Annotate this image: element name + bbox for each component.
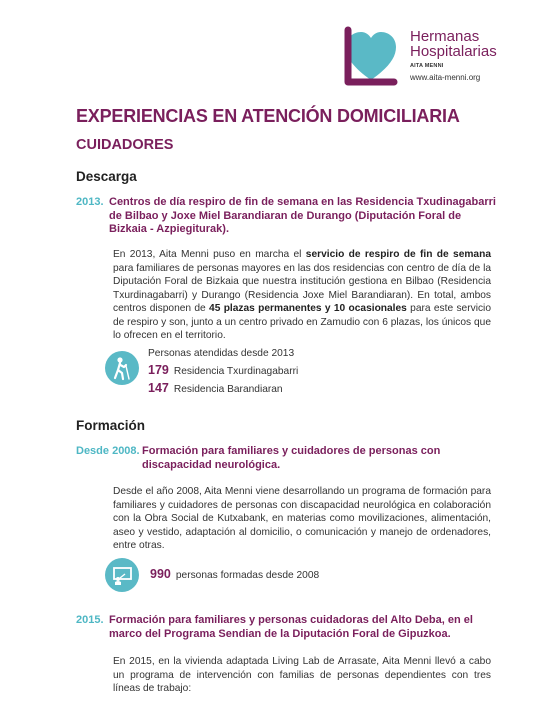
entry-year: 2015.: [76, 614, 104, 626]
descarga-heading: Descarga: [76, 169, 137, 184]
entry-title: Centros de día respiro de fin de semana en las Residencia Txudinagabarri de Bilbao y Joxe Miel Barandiaran de Durango (Diputación Foral de Bizkaia - Azpiegiturak).: [109, 196, 496, 235]
descarga-paragraph: [113, 248, 491, 343]
brand-subtitle: AITA MENNI: [410, 63, 444, 69]
formacion-entry-heading: [76, 445, 496, 472]
brand-url[interactable]: www.aita-menni.org: [410, 73, 481, 82]
brand-logo: [340, 26, 525, 90]
page-title: EXPERIENCIAS EN ATENCIÓN DOMICILIARIA: [76, 106, 460, 126]
section-title: CUIDADORES: [76, 137, 174, 153]
entry-year: Desde 2008.: [76, 445, 140, 457]
stat-value: 990: [150, 567, 171, 581]
presentation-board-icon: [105, 558, 139, 592]
stat-row: [148, 381, 283, 395]
stat-value: 179: [148, 363, 169, 377]
entry-year: 2013.: [76, 196, 104, 208]
heart-logo-icon: [340, 26, 402, 86]
descarga-entry-heading: [76, 196, 496, 237]
deba-entry-heading: [76, 614, 496, 641]
stat-row: [148, 363, 298, 377]
brand-name-line1: Hermanas: [410, 28, 480, 45]
paragraph-text: para este servicio de respiro y son, junto a un centro privado en Zamudio con 6 plazas, los únicos que lo ofrecen en el territorio.: [113, 303, 491, 341]
brand-name-line2: Hospitalarias: [410, 43, 497, 60]
deba-paragraph: En 2015, en la vivienda adaptada Living Lab de Arrasate, Aita Menni llevó a cabo un programa de intervención con familias de personas dependientes con tres líneas de trabajo:: [113, 656, 491, 694]
stat-label: Residencia Txurdinagabarri: [173, 366, 299, 377]
walking-person-cane-icon: [105, 351, 139, 385]
paragraph-bold: 45 plazas permanentes y 10 ocasionales: [209, 303, 407, 314]
paragraph-text: para familiares de personas mayores en las dos residencias con centro de día de la Diputación Foral de Bizkaia que nuestra institución gestiona en Bilbao (Residencia Txurdinagabarri) y Durango (Residencia Joxe Miel Barandiaran). En total, ambos centros disponen de: [113, 262, 491, 314]
entry-title: Formación para familiares y cuidadores de personas con discapacidad neurológica.: [142, 445, 441, 471]
entry-title: Formación para familiares y personas cuidadoras del Alto Deba, en el marco del Programa Sendian de la Diputación Foral de Gipuzkoa.: [109, 614, 473, 640]
stat-label: personas formadas desde 2008: [175, 570, 320, 581]
formacion-paragraph: Desde el año 2008, Aita Menni viene desarrollando un programa de formación para familiares y cuidadores de personas con discapacidad neurológica en colaboración con la Obra Social de Kutxabank, en materias como movilizaciones, alimentación, aseo y vestido, adaptación al domicilio, o comunicación y manejo de ordenadores, entre otras.: [113, 486, 491, 551]
stats-label: Personas atendidas desde 2013: [148, 348, 295, 359]
stat-value: 147: [148, 381, 169, 395]
formacion-heading: Formación: [76, 418, 146, 433]
stat-row: [150, 567, 319, 581]
paragraph-bold: servicio de respiro de fin de semana: [305, 249, 491, 260]
stat-label: Residencia Barandiaran: [173, 384, 283, 395]
paragraph-text: En 2013, Aita Menni puso en marcha el: [113, 249, 306, 260]
